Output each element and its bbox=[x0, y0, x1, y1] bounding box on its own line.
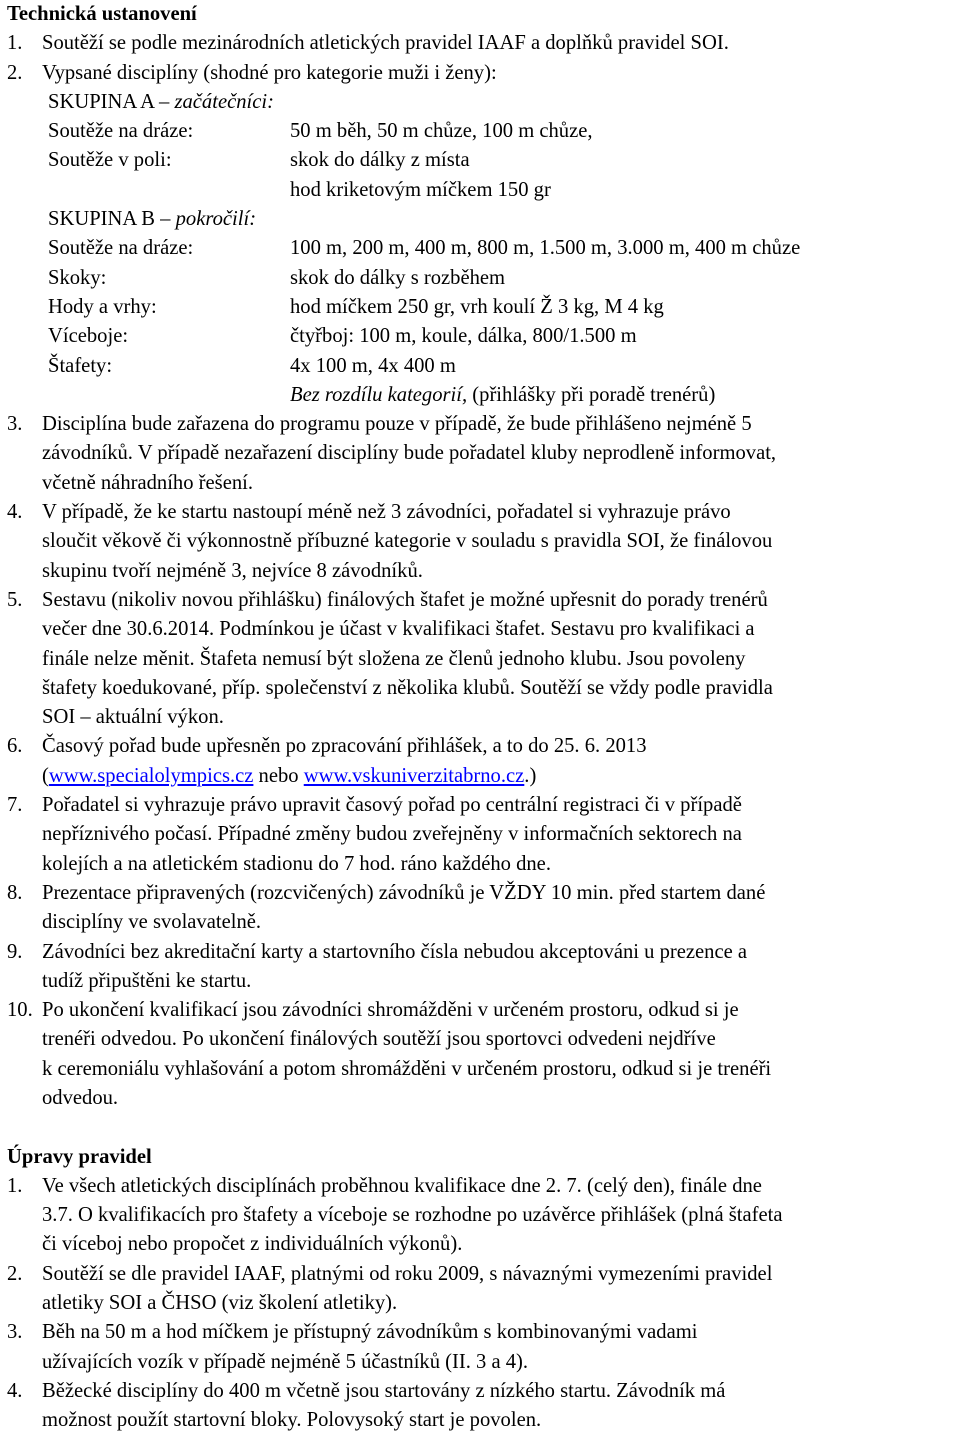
list-item-8: 8. Prezentace připravených (rozcvičených) závodníků je VŽDY 10 min. před startem dané disciplíny ve svolavatelně. bbox=[7, 879, 957, 938]
item-number: 1. bbox=[7, 1174, 23, 1197]
list-item-4: 4. V případě, že ke startu nastoupí méně než 3 závodníci, pořadatel si vyhrazuje právo sloučit věkově či výkonnostně příbuzné kategorie v souladu s pravidla SOI, že finálovou skupinu tvoří nejméně 3, nejvíce 8 závodníků. bbox=[7, 498, 957, 586]
list-item-6: 6. Časový pořad bude upřesněn po zpracování přihlášek, a to do 25. 6. 2013 (www.specialolympics.cz nebo www.vskuniverzitabrno.cz.) bbox=[7, 732, 957, 791]
list-item-3: 3. Disciplína bude zařazena do programu pouze v případě, že bude přihlášeno nejméně 5 závodníků. V případě nezařazení disciplíny bude pořadatel kluby neprodleně informovat, včetně náhradního řešení. bbox=[7, 410, 957, 498]
section-heading-rule-changes: Úpravy pravidel bbox=[7, 1145, 152, 1168]
group-b-throws-row: Hody a vrhy: hod míčkem 250 gr, vrh koulí Ž 3 kg, M 4 kg bbox=[48, 295, 664, 318]
rules-item-4: 4. Běžecké disciplíny do 400 m včetně jsou startovány z nízkého startu. Závodník má možnost použít startovní bloky. Polovysoký start je povolen. bbox=[7, 1377, 957, 1436]
item-number: 7. bbox=[7, 794, 23, 817]
group-b-jumps-row: Skoky: skok do dálky s rozběhem bbox=[48, 266, 506, 289]
specialolympics-link[interactable]: www.specialolympics.cz bbox=[48, 764, 254, 787]
item-number: 4. bbox=[7, 501, 23, 524]
group-b-track-row: Soutěže na dráze: 100 m, 200 m, 400 m, 800 m, 1.500 m, 3.000 m, 400 m chůze bbox=[48, 237, 801, 260]
group-b-multi-row: Víceboje: čtyřboj: 100 m, koule, dálka, 800/1.500 m bbox=[48, 325, 637, 348]
document-page bbox=[7, 0, 957, 1436]
group-b-relay-row: Štafety: 4x 100 m, 4x 400 m bbox=[48, 354, 456, 377]
item-number: 2. bbox=[7, 1262, 23, 1285]
list-item-9: 9. Závodníci bez akreditační karty a startovního čísla nebudou akceptováni u prezence a tudíž připuštěni ke startu. bbox=[7, 938, 957, 997]
item-number: 3. bbox=[7, 413, 23, 436]
item-number: 1. bbox=[7, 32, 23, 55]
item-number: 5. bbox=[7, 588, 23, 611]
rules-item-3: 3. Běh na 50 m a hod míčkem je přístupný závodníkům s kombinovanými vadami užívajících vozík v případě nejméně 5 účastníků (II. 3 a 4). bbox=[7, 1318, 957, 1377]
item-number: 2. bbox=[7, 61, 23, 84]
section-spacer bbox=[7, 1113, 957, 1142]
rules-item-2: 2. Soutěží se dle pravidel IAAF, platnými od roku 2009, s návaznými vymezeními pravidel atletiky SOI a ČHSO (viz školení atletiky). bbox=[7, 1260, 957, 1319]
group-a-field-row-2: hod kriketovým míčkem 150 gr bbox=[290, 178, 551, 201]
group-b-heading: SKUPINA B – pokročilí: bbox=[48, 208, 257, 231]
group-a-track-row: Soutěže na dráze: 50 m běh, 50 m chůze, 100 m chůze, bbox=[48, 120, 593, 143]
item-number: 6. bbox=[7, 735, 23, 758]
vskuniverzitabrno-link[interactable]: www.vskuniverzitabrno.cz bbox=[303, 764, 525, 787]
links-line: (www.specialolympics.cz nebo www.vskuniverzitabrno.cz.) bbox=[42, 764, 537, 787]
list-item-7: 7. Pořadatel si vyhrazuje právo upravit časový pořad po centrální registraci či v případě nepříznivého počasí. Případné změny budou zveřejněny v informačních sektorech na kolejích a na atletickém stadionu do 7 hod. ráno každého dne. bbox=[7, 791, 957, 879]
list-item-10: 10. Po ukončení kvalifikací jsou závodníci shromážděni v určeném prostoru, odkud si je trenéři odvedou. Po ukončení finálových soutěží jsou sportovci odvedeni nejdříve k ceremoniálu vyhlašování a potom shromážděni v určeném prostoru, odkud si je trenéři odvedou. bbox=[7, 996, 957, 1113]
disciplines-intro: Vypsané disciplíny (shodné pro kategorie muži i ženy): bbox=[42, 61, 497, 84]
item-number: 4. bbox=[7, 1379, 23, 1402]
list-item-1 bbox=[7, 29, 957, 58]
item-text: Soutěží se podle mezinárodních atletických pravidel IAAF a doplňků pravidel SOI. bbox=[42, 32, 729, 55]
group-b-note-row: Bez rozdílu kategorií, (přihlášky při poradě trenérů) bbox=[290, 383, 716, 406]
list-item-5: 5. Sestavu (nikoliv novou přihlášku) finálových štafet je možné upřesnit do porady trenérů večer dne 30.6.2014. Podmínkou je účast v kvalifikaci štafet. Sestavu pro kvalifikaci a finále nelze měnit. Štafeta nemusí být složena ze členů jednoho klubu. Jsou povoleny štafety koedukované, příp. společenství z několika klubů. Soutěží se vždy podle pravidla SOI – aktuální výkon. bbox=[7, 586, 957, 732]
item-number: 10. bbox=[7, 999, 33, 1022]
group-a-heading: SKUPINA A – začátečníci: bbox=[48, 90, 274, 113]
list-item-2 bbox=[7, 59, 957, 411]
item-number: 3. bbox=[7, 1321, 23, 1344]
group-a-field-row: Soutěže v poli: skok do dálky z místa bbox=[48, 149, 470, 172]
item-number: 9. bbox=[7, 940, 23, 963]
item-number: 8. bbox=[7, 881, 23, 904]
section-heading-technical: Technická ustanovení bbox=[7, 3, 197, 25]
rules-item-1: 1. Ve všech atletických disciplínách proběhnou kvalifikace dne 2. 7. (celý den), finále dne 3.7. O kvalifikacích pro štafety a víceboje se rozhodne po uzávěrce přihlášek (plná štafeta či víceboj nebo propočet z individuálních výkonů). bbox=[7, 1172, 957, 1260]
